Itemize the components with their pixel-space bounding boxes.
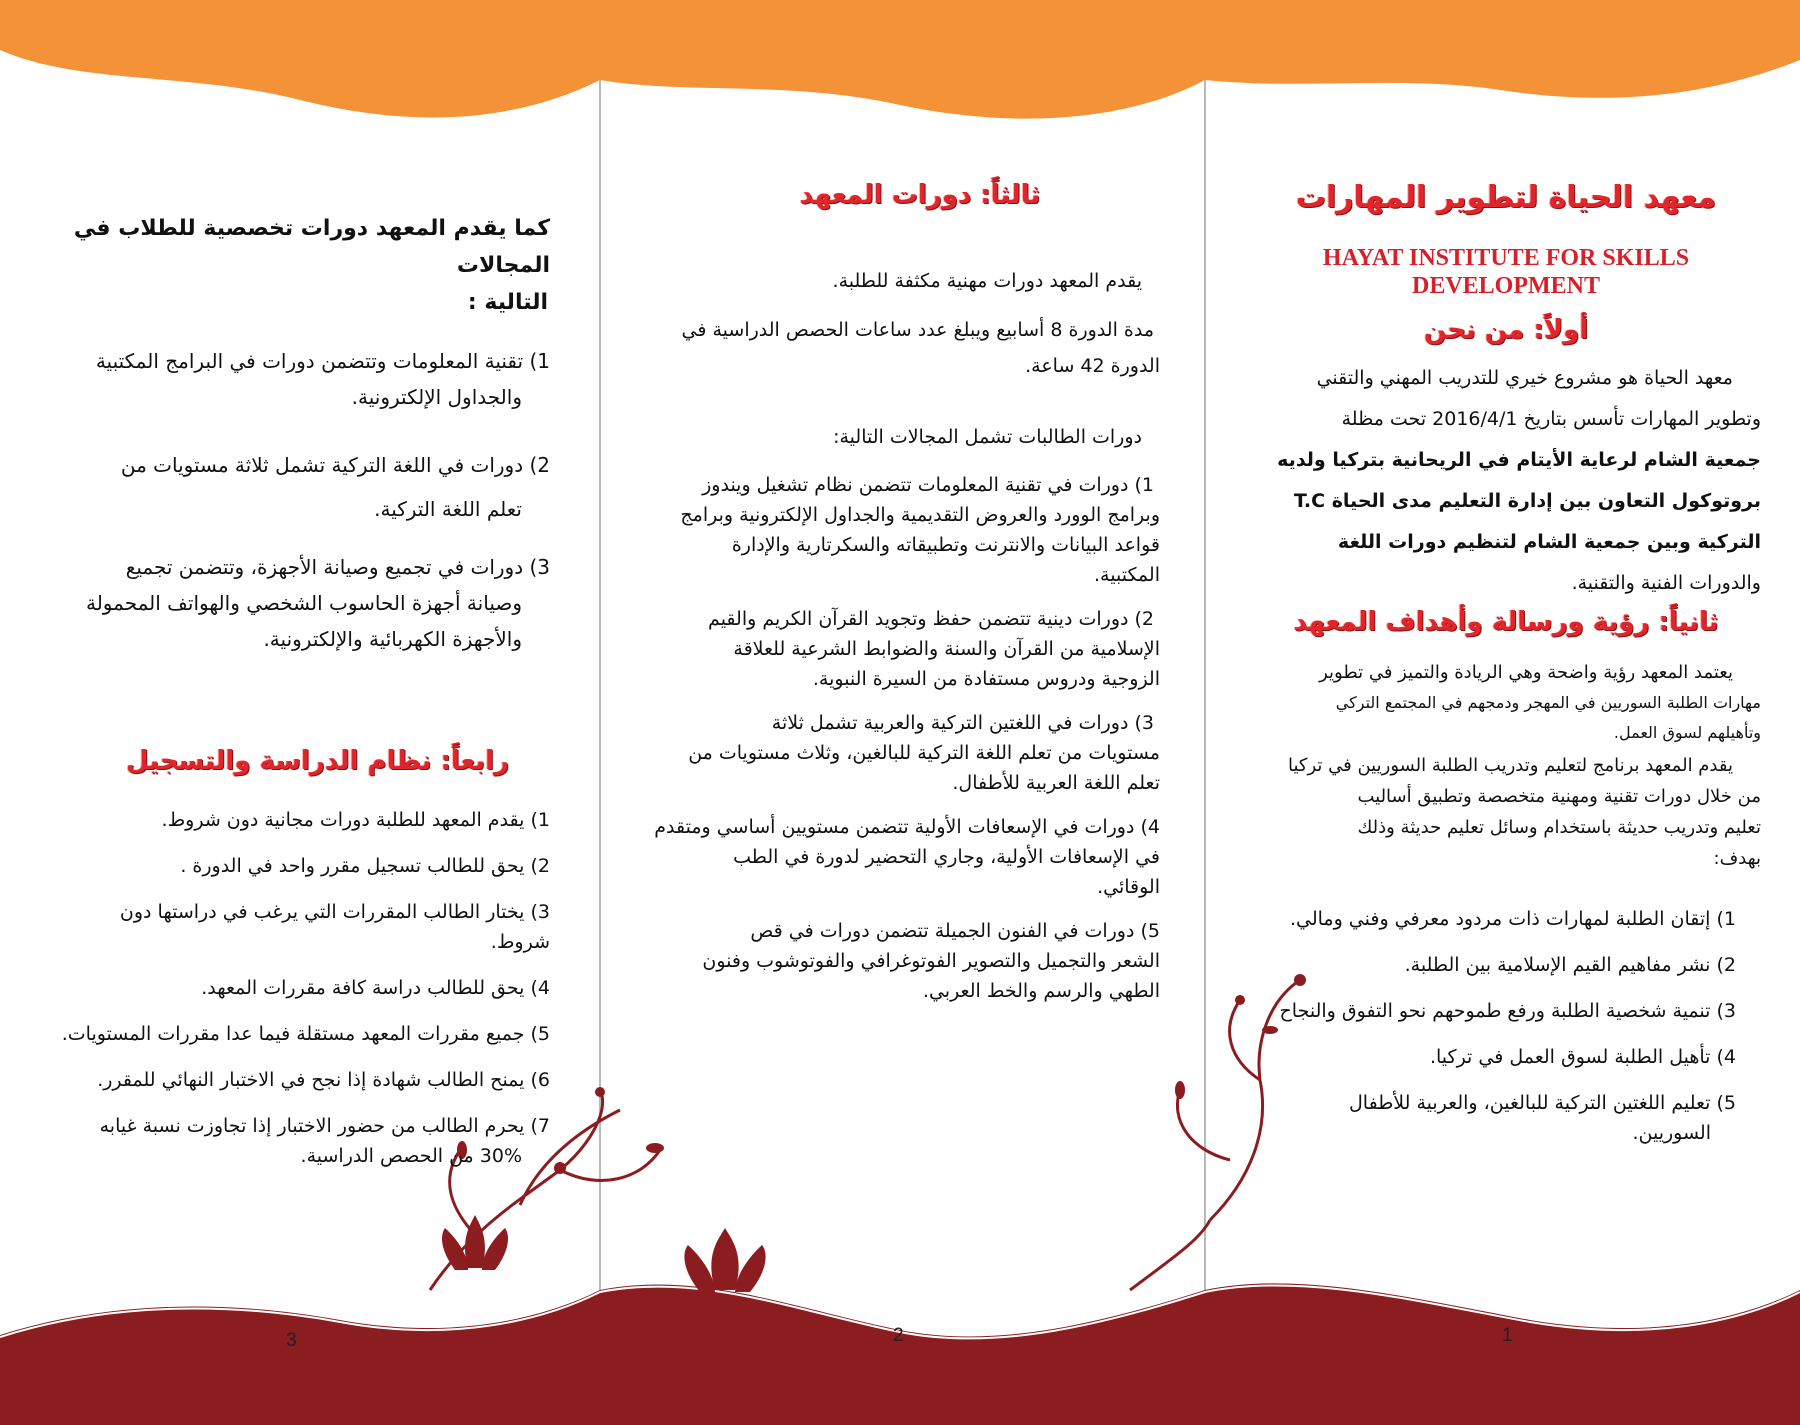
panel3-rule: 6) يمنح الطالب شهادة إذا نجح في الاختبار النهائي للمقرر. [97,1069,550,1091]
institute-english-title [1251,244,1761,300]
panel3-intro-line: كما يقدم المعهد دورات تخصصية للطلاب في المجالات [73,216,550,278]
panel2-item-line: 2) دورات دينية تتضمن حفظ وتجويد القرآن الكريم والقيم [708,608,1154,630]
panel1-content [1241,180,1761,1148]
panel2-item-line: الإسلامية من القرآن والسنة والضوابط الشرعية للعلاقة [733,638,1160,660]
institute-title: معهد الحياة لتطوير المهارات [1295,180,1717,215]
mission-line: من خلال دورات تقنية ومهنية متخصصة وتطبيق أساليب [1357,786,1761,807]
panel3-rule: 4) يحق للطالب دراسة كافة مقررات المعهد. [201,977,550,999]
panel2-duration-line: مدة الدورة 8 أسابيع ويبلغ عدد ساعات الحصص الدراسية في [681,319,1154,341]
panel-page-1 [1205,0,1800,1425]
panel2-item-line: الطهي والرسم والخط العربي. [922,980,1160,1002]
goal-item: 4) تأهيل الطلبة لسوق العمل في تركيا. [1429,1046,1736,1068]
panel2-item-line: 4) دورات في الإسعافات الأولية تتضمن مستويين أساسي ومتقدم [654,816,1160,838]
page-number-2: 2 [893,1325,904,1346]
page-number-3: 3 [286,1330,297,1351]
panel3-item-line: والجداول الإلكترونية. [351,385,522,409]
goals-list [1241,904,1761,1148]
about-line: والدورات الفنية والتقنية. [1571,572,1761,594]
mission-line: يقدم المعهد برنامج لتعليم وتدريب الطلبة السوريين في تركيا [1288,755,1733,776]
panel3-item-line: تعلم اللغة التركية. [374,497,522,521]
panel3-heading: رابعاً: نظام الدراسة والتسجيل [126,746,509,776]
panel2-item-line: الشعر والتجميل والتصوير الفوتوغرافي والفوتوشوب وفنون [702,950,1160,972]
panel3-item-line: 3) دورات في تجميع وصيانة الأجهزة، وتتضمن تجميع [125,555,550,579]
panel3-item-2 [45,443,550,531]
vision-line: وتأهيلهم لسوق العمل. [1613,723,1761,742]
panel3-rule: 7) يحرم الطالب من حضور الاختبار إذا تجاوزت نسبة غيابه [99,1115,550,1137]
panel2-item-line: الزوجية ودروس مستفادة من السيرة النبوية. [812,668,1160,690]
english-title-line: DEVELOPMENT [1411,273,1600,299]
vision-text [1241,658,1761,748]
panel2-item-line: في الإسعافات الأولية، وجاري التحضير لدورة في الطب [733,846,1160,868]
panel2-intro: يقدم المعهد دورات مهنية مكثفة للطلبة. [832,270,1142,292]
vision-line: مهارات الطلبة السوريين في المهجر ودمجهم في المجتمع التركي [1335,693,1761,712]
panel2-heading: ثالثاً: دورات المعهد [799,180,1041,210]
vision-line: يعتمد المعهد رؤية واضحة وهي الريادة والتميز في تطوير [1319,662,1733,683]
about-heading: أولاً: من نحن [1423,315,1589,345]
panel3-item-3 [45,549,550,657]
panel3-rule: شروط. [490,931,550,953]
mission-line: تعليم وتدريب حديثة باستخدام وسائل تعليم حديثة وذلك [1357,817,1761,838]
goal-item: 5) تعليم اللغتين التركية للبالغين، والعربية للأطفال [1348,1092,1736,1114]
panel2-item-line: 1) دورات في تقنية المعلومات تتضمن نظام تشغيل ويندوز [702,474,1154,496]
panel3-rule: 2) يحق للطالب تسجيل مقرر واحد في الدورة . [180,855,550,877]
panel2-item-line: مستويات من تعلم اللغة التركية للبالغين، وثلاث مستويات من [688,742,1160,764]
goal-item: 2) نشر مفاهيم القيم الإسلامية بين الطلبة. [1404,954,1736,976]
panel3-item-line: 2) دورات في اللغة التركية تشمل ثلاثة مستويات من [120,453,550,477]
panel2-content [650,180,1160,1006]
panel2-item-2 [650,604,1160,694]
panel3-rule: 5) جميع مقررات المعهد مستقلة فيما عدا مقررات المستويات. [61,1023,550,1045]
mission-line: بهدف: [1713,848,1761,869]
goal-item: السوريين. [1632,1122,1711,1144]
panel3-rule: 1) يقدم المعهد للطلبة دورات مجانية دون شروط. [161,809,550,831]
about-text [1241,358,1761,604]
panel2-item-line: الوقائي. [1097,876,1160,898]
english-title-line: HAYAT INSTITUTE FOR SKILLS [1322,245,1690,271]
panel2-item-line: المكتبية. [1094,564,1160,586]
panel-page-3 [0,0,600,1425]
about-line: التركية وبين جمعية الشام لتنظيم دورات اللغة [1337,531,1761,553]
panel2-item-3 [650,708,1160,798]
page-number-1: 1 [1502,1325,1513,1346]
panel2-female-courses: دورات الطالبات تشمل المجالات التالية: [833,426,1142,448]
panel3-intro-line: التالية : [467,290,548,315]
goal-item: 1) إتقان الطلبة لمهارات ذات مردود معرفي وفني ومالي. [1289,908,1736,930]
about-line: جمعية الشام لرعاية الأيتام في الريحانية بتركيا ولديه [1277,449,1761,471]
panel2-item-1 [650,470,1160,590]
about-line: وتطوير المهارات تأسس بتاريخ 2016/4/1 تحت مظلة [1341,408,1761,430]
panel3-item-1 [45,343,550,415]
panel2-item-line: 5) دورات في الفنون الجميلة تتضمن دورات في قص [750,920,1160,942]
panel3-rule: 3) يختار الطالب المقررات التي يرغب في دراستها دون [119,901,550,923]
about-line: بروتوكول التعاون بين إدارة التعليم مدى الحياة T.C [1293,490,1761,512]
about-line: معهد الحياة هو مشروع خيري للتدريب المهني والتقني [1316,367,1733,389]
panel2-item-line: قواعد البيانات والانترنت وتطبيقاته والسكرتارية والإدارة [731,534,1160,556]
panel3-content [45,210,550,1171]
panel3-item-line: والأجهزة الكهربائية والإلكترونية. [263,627,522,651]
panel2-item-line: وبرامج الوورد والعروض التقديمية والجداول الإلكترونية وبرامج [680,504,1160,526]
panel2-duration [650,312,1160,384]
panel3-rules [45,805,550,1171]
panel-page-2 [600,0,1200,1425]
mission-text [1241,750,1761,874]
panel2-duration-line: الدورة 42 ساعة. [1025,355,1160,377]
panel2-item-4 [650,812,1160,902]
panel2-item-5 [650,916,1160,1006]
panel2-item-line: تعلم اللغة العربية للأطفال. [952,772,1160,794]
panel3-intro [45,210,550,321]
panel3-rule: 30% من الحصص الدراسية. [300,1145,522,1167]
panel3-item-line: وصيانة أجهزة الحاسوب الشخصي والهواتف المحمولة [85,591,522,615]
vision-heading: ثانياً: رؤية ورسالة وأهداف المعهد [1293,607,1719,637]
goal-item: 3) تنمية شخصية الطلبة ورفع طموحهم نحو التفوق والنجاح [1279,1000,1736,1022]
panel3-item-line: 1) تقنية المعلومات وتتضمن دورات في البرامج المكتبية [95,349,550,373]
panel2-item-line: 3) دورات في اللغتين التركية والعربية تشمل ثلاثة [771,712,1154,734]
